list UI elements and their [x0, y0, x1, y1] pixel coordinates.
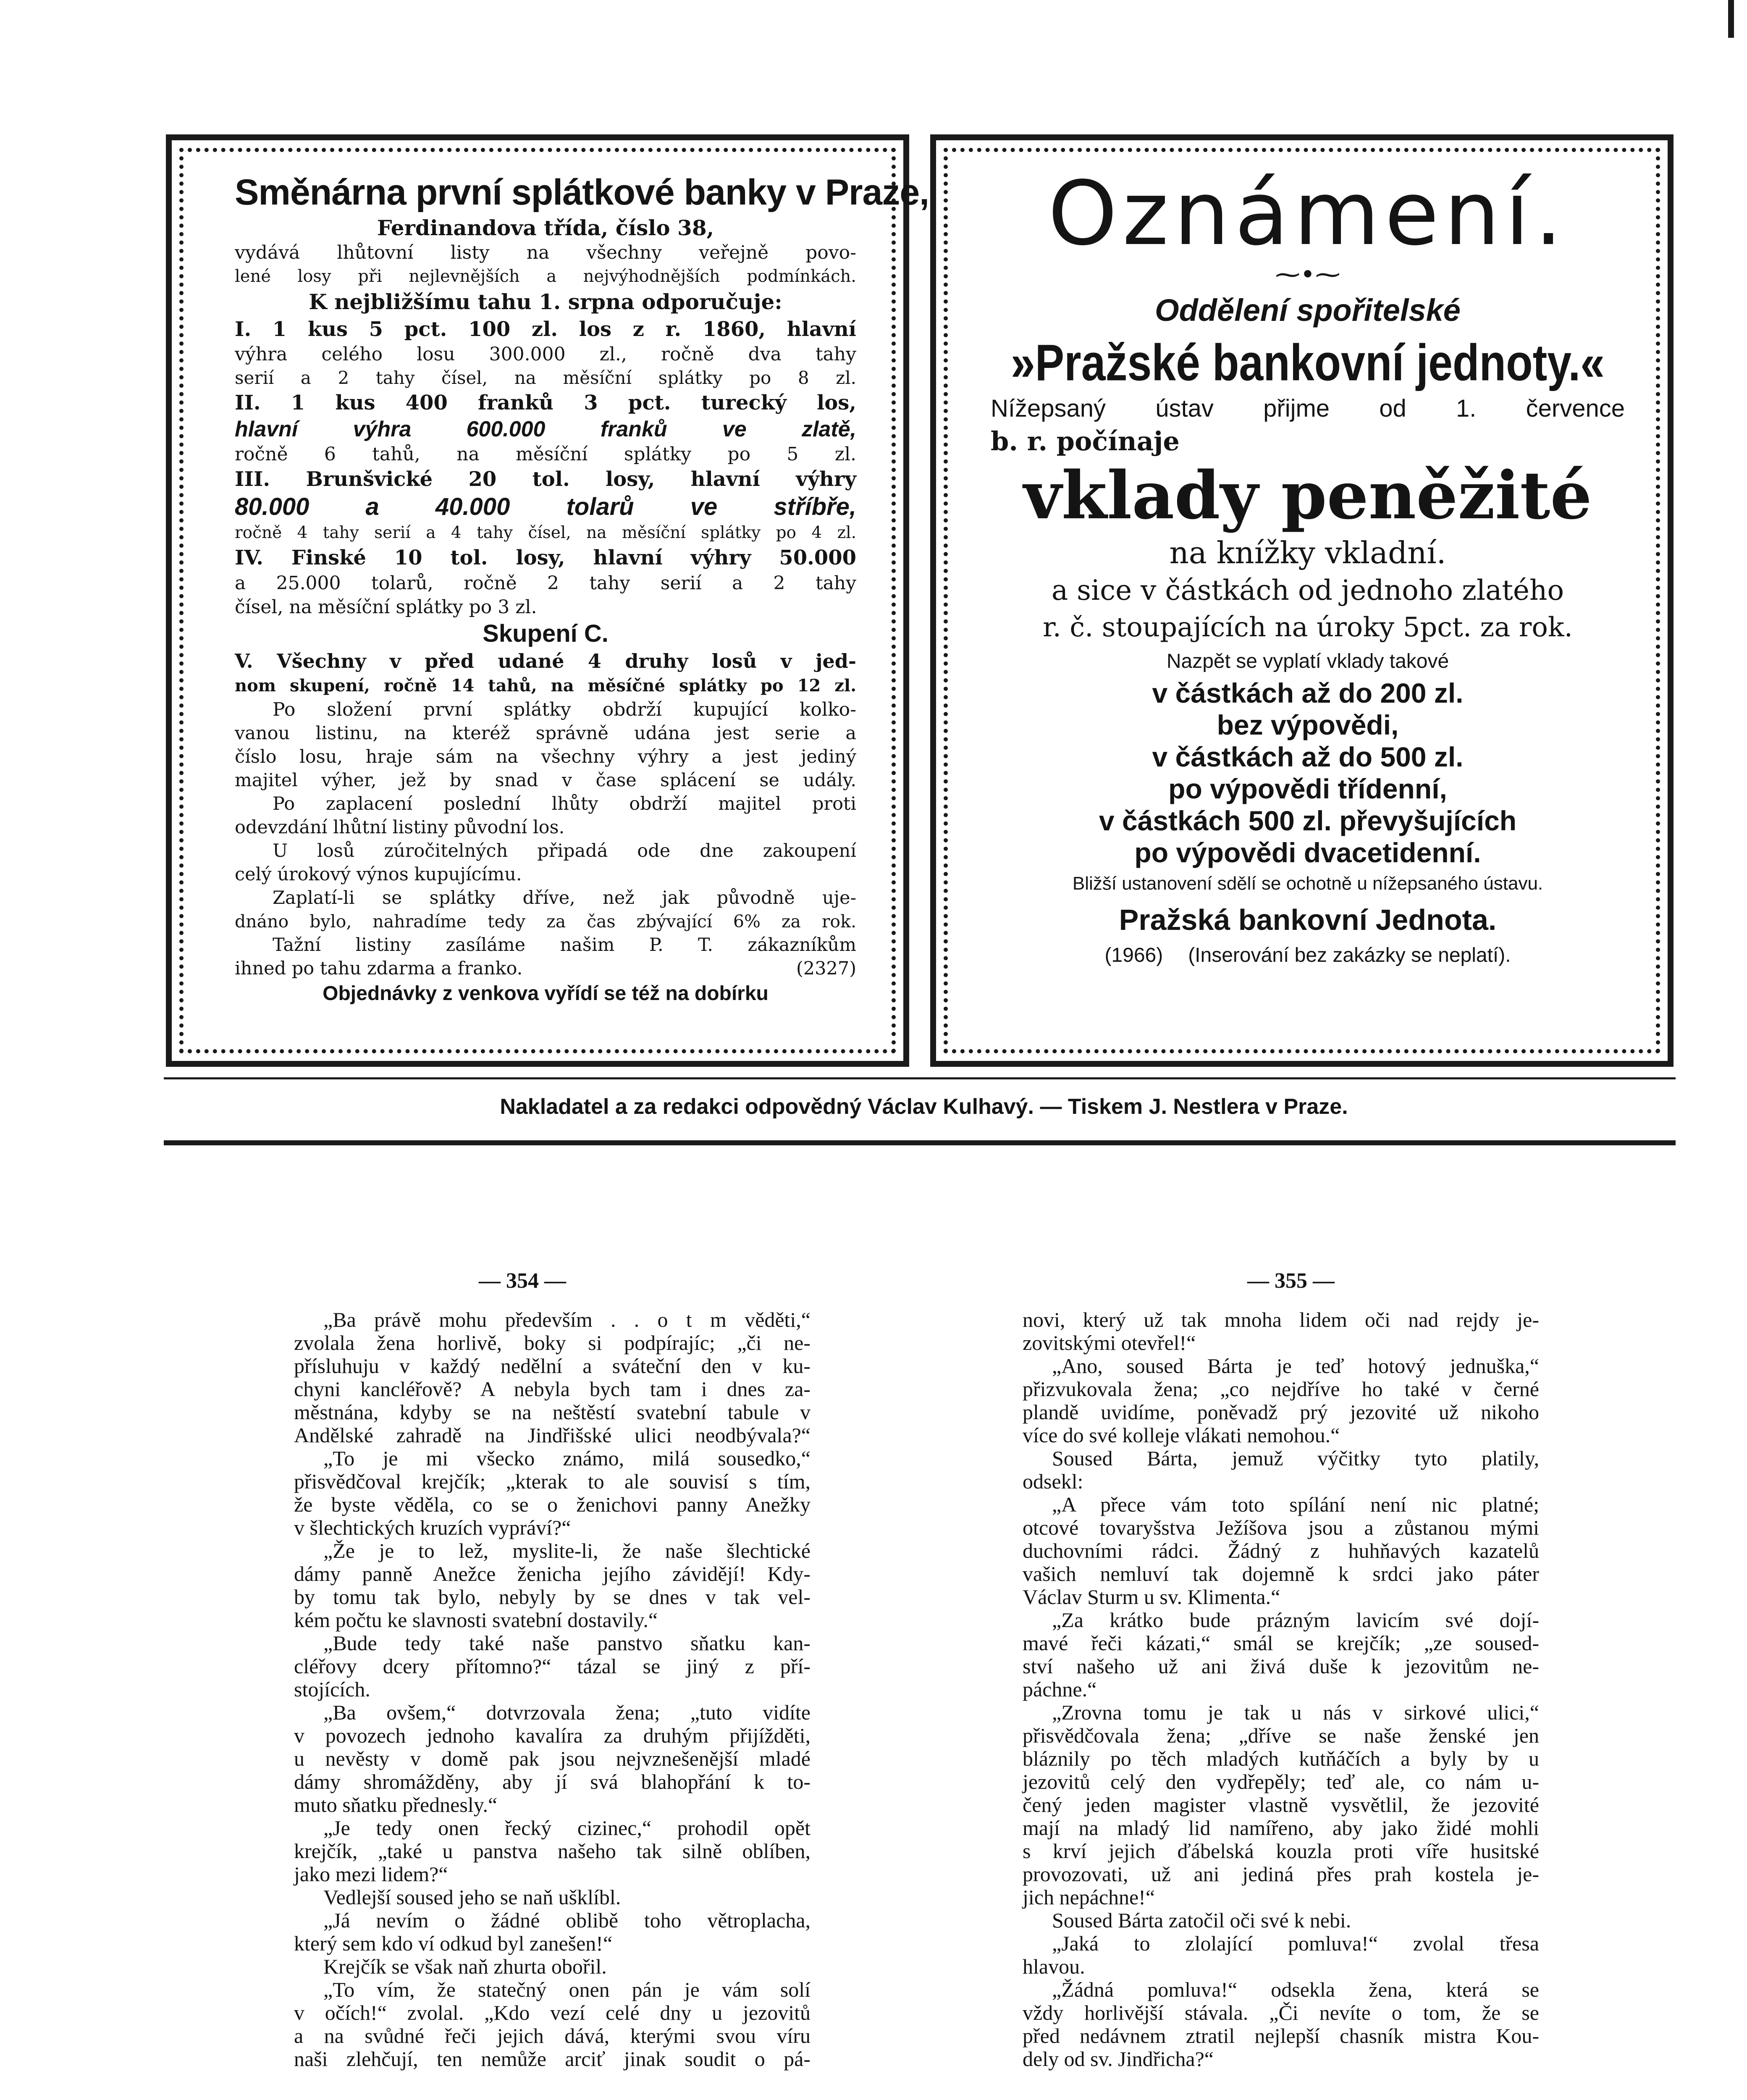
text-line: „Ano, soused Bárta je teď hotový jednuška,“ — [1052, 1354, 1539, 1378]
text-line: otcové tovaryšstva Ježíšova jsou a zůstanou mými — [1023, 1516, 1539, 1539]
text-line: v očích!“ zvolal. „Kdo vezí celé dny u jezovitů — [294, 2001, 811, 2024]
text-line: že byste věděla, co se o ženichovi panny Anežky — [294, 1493, 811, 1516]
text-line: dely od sv. Jindřicha?“ — [1023, 2047, 1214, 2071]
ad-line: Po zaplacení poslední lhůty obdrží majitel proti — [273, 793, 856, 814]
ad-line: serií a 2 tahy čísel, na měsíční splátky po 8 zl. — [235, 368, 856, 388]
text-line: v povozech jednoho kavalíra za druhým přijížděti, — [294, 1724, 811, 1747]
text-line: dámy shromážděny, aby jí svá blahopřání k to- — [294, 1770, 811, 1793]
text-line: odsekl: — [1023, 1470, 1083, 1493]
ad-announcement-bank: »Pražské bankovní jednoty.« — [1010, 334, 1605, 392]
top-rule — [1728, 0, 1734, 38]
text-line: provozovati, už ani jediná přes prah kostela je- — [1023, 1862, 1539, 1886]
text-line: chyni kancléřově? A nebyla bych tam i dnes za- — [294, 1377, 811, 1401]
ad-line: číslo losu, hraje sám na všechny výhry a jest jediný — [235, 746, 856, 767]
text-line: přisvědčovala žena; „dříve se naše ženské jen — [1023, 1724, 1539, 1747]
text-line: „Žádná pomluva!“ odsekla žena, která se — [1052, 1978, 1539, 2001]
ad-line: Bližší ustanovení sdělí se ochotně u nížepsaného ústavu. — [1072, 873, 1543, 894]
ad-announcement-big: vklady peněžité — [1023, 457, 1592, 534]
text-line: „Za krátko bude prázným lavicím své dojí- — [1052, 1608, 1539, 1632]
ad-line: po výpovědi třídenní, — [1168, 773, 1447, 804]
ad-line: a sice v částkách od jednoho zlatého — [1051, 574, 1564, 606]
text-line: přisvědčoval krejčík; „kterak to ale souvisí s tím, — [294, 1470, 811, 1493]
text-line: „To je mi všecko známo, milá sousedko,“ — [323, 1446, 811, 1470]
text-line: přísluhuju v každý nedělní a sváteční den v ku- — [294, 1354, 811, 1378]
ad-exchange-address: Ferdinandova třída, číslo 38, — [377, 215, 714, 240]
text-line: „Že je to lež, myslite-li, že naše šlechtické — [323, 1539, 811, 1562]
text-line: „Je tedy onen řecký cizinec,“ prohodil opět — [323, 1816, 811, 1840]
text-line: Václav Sturm u sv. Klimenta.“ — [1023, 1585, 1280, 1609]
text-line: a na svůdné řeči jejich dává, kterými svou víru — [294, 2024, 811, 2048]
text-line: dámy panně Anežce ženicha jejího závidějí! Kdy- — [294, 1562, 811, 1586]
ad-line: II. 1 kus 400 franků 3 pct. turecký los, — [235, 391, 856, 415]
text-line: vždy horlivější stávala. „Či nevíte o tom, že se — [1023, 2001, 1539, 2024]
text-line: s krví jejich ďábelská kouzla proti víře husitské — [1023, 1839, 1539, 1863]
text-line: přizvukovala žena; „co nejdříve ho také v černé — [1023, 1377, 1539, 1401]
ad-line: K nejbližšímu tahu 1. srpna odporučuje: — [309, 289, 782, 314]
text-line: „Bude tedy také naše panstvo sňatku kan- — [323, 1631, 811, 1655]
text-line: Andělské zahradě na Jindřišské ulici neodbývala?“ — [294, 1423, 811, 1447]
text-line: zvolala žena horlivě, boky si podpírajíc; „či ne- — [294, 1331, 811, 1354]
ad-line: ročně 6 tahů, na měsíční splátky po 5 zl. — [235, 444, 856, 465]
text-line: v šlechtických kruzích vypráví?“ — [294, 1516, 571, 1539]
ad-announcement-number: (1966) — [1104, 944, 1163, 966]
ad-announcement-title: Oznámení. — [1048, 162, 1568, 265]
ad-line: vydává lhůtovní listy na všechny veřejně povo- — [235, 242, 856, 263]
ad-announcement-note: (Inserování bez zakázky se neplatí). — [1188, 944, 1511, 966]
ad-line: majitel výher, jež by snad v čase splácení se udály. — [235, 770, 856, 791]
ad-line: ihned po tahu zdarma a franko. — [235, 958, 523, 979]
text-line: duchovními rádci. Žádný z huhňavých kazatelů — [1023, 1539, 1539, 1562]
text-line: Krejčík se však naň zhurta obořil. — [323, 1955, 607, 1978]
imprint: Nakladatel a za redakci odpovědný Václav Kulhavý. — Tiskem J. Nestlera v Praze. — [500, 1095, 1348, 1119]
ad-line: v částkách 500 zl. převyšujících — [1099, 805, 1517, 836]
ad-announcement-signature: Pražská bankovní Jednota. — [1119, 903, 1497, 936]
text-line: „To vím, že statečný onen pán je vám solí — [323, 1978, 811, 2001]
ad-line: U losů zúročitelných připadá ode dne zakoupení — [273, 840, 856, 861]
ad-line: po výpovědi dvacetidenní. — [1134, 837, 1481, 868]
text-line: „Ba právě mohu především . . o t m věděti,“ — [323, 1308, 811, 1331]
text-line: před nedávnem ztratil nejlepší chasník mistra Kou- — [1023, 2024, 1539, 2048]
text-line: více do své kolleje vlákati nemohou.“ — [1023, 1423, 1340, 1447]
ad-announcement-text — [991, 162, 1625, 970]
text-line: páchne.“ — [1023, 1677, 1097, 1701]
text-line: zovitskými otevřel!“ — [1023, 1331, 1196, 1354]
ad-announcement-subtitle: Oddělení spořitelské — [1155, 293, 1461, 328]
text-line: „Já nevím o žádné oblibě toho větroplacha, — [323, 1908, 811, 1932]
text-line: stojících. — [294, 1677, 370, 1701]
text-line: novi, který už tak mnoha lidem oči nad rejdy je- — [1023, 1308, 1539, 1331]
text-line: mají na mladý lid namířeno, aby jako židé mohli — [1023, 1816, 1539, 1840]
ad-line: odevzdání lhůtní listiny původní los. — [235, 817, 565, 838]
ad-exchange-title: Směnárna první splátkové banky v Praze, — [235, 172, 929, 213]
ad-line: hlavní výhra 600.000 franků ve zlatě, — [235, 417, 856, 441]
ad-line: čísel, na měsíční splátky po 3 zl. — [235, 596, 537, 618]
ad-line: vanou listinu, na kteréž správně udána jest serie a — [235, 723, 856, 744]
imprint-rule-top — [164, 1077, 1676, 1079]
text-line: čený jeden magister vlastně vysvětlil, že jezovité — [1023, 1793, 1539, 1816]
ad-line: lené losy při nejlevnějších a nejvýhodnějších podmínkách. — [235, 267, 856, 286]
text-line: bláznily po těch mladých kutňáčích a byly by u — [1023, 1747, 1539, 1770]
text-line: městnána, kdyby se na neštěstí svatební tabule v — [294, 1400, 811, 1424]
text-line: Soused Bárta zatočil oči své k nebi. — [1052, 1908, 1351, 1932]
text-line: kém počtu ke slavnosti svatební dostavily.“ — [294, 1608, 658, 1632]
ad-line: Po složení první splátky obdrží kupující kolko- — [273, 699, 856, 720]
page-number-left: — 354 — — [479, 1269, 566, 1293]
ad-line: a 25.000 tolarů, ročně 2 tahy serií a 2 tahy — [235, 572, 856, 594]
text-line: plandě uvidíme, poněvadž prý jezovité už nikoho — [1023, 1400, 1539, 1424]
text-line: jich nepáchne!“ — [1023, 1885, 1155, 1909]
text-line: „A přece vám toto spílání není nic platné; — [1052, 1493, 1539, 1516]
ad-line: Nížepsaný ústav přijme od 1. července — [991, 395, 1625, 422]
text-column-left — [294, 1308, 811, 2071]
ad-line: Zaplatí-li se splátky dříve, než jak původně uje- — [273, 887, 856, 908]
ad-line: Tažní listiny zasíláme našim P. T. zákazníkům — [273, 934, 856, 956]
ad-line: V. Všechny v před udané 4 druhy losů v jed- — [235, 650, 856, 672]
ad-box-exchange — [166, 134, 929, 1067]
text-line: cléřovy dcery přítomno?“ tázal se jiný z pří- — [294, 1654, 811, 1678]
text-line: u nevěsty v domě pak jsou nejvznešenější mladé — [294, 1747, 811, 1770]
ornament-icon: ⁓•⁓ — [1275, 260, 1340, 289]
text-line: by tomu tak bylo, nebyly by se dnes v tak vel- — [294, 1585, 811, 1609]
text-column-right — [1023, 1308, 1539, 2071]
text-line: „Zrovna tomu je tak u nás v sirkové ulici,“ — [1052, 1701, 1539, 1724]
text-line: hlavou. — [1023, 1955, 1085, 1978]
ad-line: 80.000 a 40.000 tolarů ve stříbře, — [235, 493, 856, 520]
ad-line: v částkách až do 500 zl. — [1152, 741, 1464, 772]
text-line: muto sňatku přednesly.“ — [294, 1793, 498, 1816]
ad-exchange-footer: Objednávky z venkova vyřídí se též na dobírku — [323, 982, 769, 1005]
ad-line: ročně 4 tahy serií a 4 tahy čísel, na měsíční splátky po 4 zl. — [235, 523, 856, 542]
ad-line: III. Brunšvické 20 tol. losy, hlavní výhry — [235, 467, 856, 491]
page-number-right: — 355 — — [1247, 1269, 1335, 1293]
text-line: „Ba ovšem,“ dotvrzovala žena; „tuto vidíte — [323, 1701, 811, 1724]
ad-line: IV. Finské 10 tol. losy, hlavní výhry 50.000 — [235, 546, 856, 570]
imprint-rule-bottom — [164, 1140, 1676, 1145]
text-line: mavé řeči kázati,“ smál se krejčík; „ze soused- — [1023, 1631, 1539, 1655]
ad-exchange-number: (2327) — [796, 958, 856, 979]
text-line: ství našeho už ani živá duše k jezovitům ne- — [1023, 1654, 1539, 1678]
text-line: jezovitů celý den vydřepěly; teď ale, co nám u- — [1023, 1770, 1539, 1793]
text-line: vašich nemluví tak dojemně k srdci jako páter — [1023, 1562, 1539, 1586]
ad-line: na knížky vkladní. — [1169, 535, 1446, 570]
ad-exchange-text — [235, 170, 929, 1007]
ad-line: nom skupení, ročně 14 tahů, na měsíčné splátky po 12 zl. — [235, 676, 856, 696]
ad-line: celý úrokový výnos kupujícímu. — [235, 864, 522, 885]
text-line: „Jaká to zlolající pomluva!“ zvolal třesa — [1052, 1932, 1539, 1955]
text-line: Vedlejší soused jeho se naň ušklíbl. — [323, 1885, 621, 1909]
text-line: Soused Bárta, jemuž výčitky tyto platily, — [1052, 1446, 1539, 1470]
text-line: naši zlehčují, ten nemůže arciť jinak soudit o pá- — [294, 2047, 811, 2071]
ad-line: I. 1 kus 5 pct. 100 zl. los z r. 1860, hlavní — [235, 318, 856, 341]
ad-line: v částkách až do 200 zl. — [1152, 677, 1464, 709]
text-line: jako mezi lidem?“ — [294, 1862, 448, 1886]
ad-line: bez výpovědi, — [1217, 709, 1399, 740]
ad-line: dnáno bylo, nahradíme tedy za čas zbývající 6% za rok. — [235, 911, 856, 932]
ad-line: b. r. počínaje — [991, 426, 1180, 457]
text-line: krejčík, „také u panstva našeho tak silně oblíben, — [294, 1839, 811, 1863]
text-line: který sem kdo ví odkud byl zanešen!“ — [294, 1932, 613, 1955]
ad-box-announcement — [930, 134, 1674, 1067]
ad-line: r. č. stoupajících na úroky 5pct. za rok. — [1043, 612, 1573, 643]
ad-line: výhra celého losu 300.000 zl., ročně dva tahy — [235, 344, 856, 365]
ad-line: Nazpět se vyplatí vklady takové — [1166, 650, 1449, 672]
ad-line: Skupení C. — [483, 620, 609, 647]
